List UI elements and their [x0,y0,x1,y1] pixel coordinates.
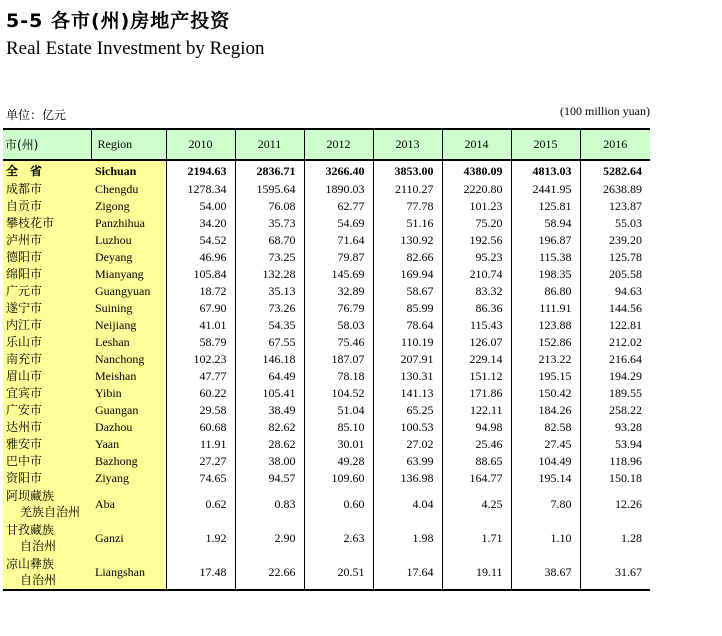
city-name-cn [3,487,91,521]
header-year: 2016 [580,129,650,160]
value-cell: 54.35 [235,317,304,334]
value-cell: 20.51 [304,555,373,590]
region-name-en: Dazhou [91,419,166,436]
value-cell: 54.52 [166,232,235,249]
value-cell: 122.11 [442,402,511,419]
value-cell: 85.10 [304,419,373,436]
value-cell: 4.25 [442,487,511,521]
region-name-en: Zigong [91,198,166,215]
value-cell: 82.66 [373,249,442,266]
page-title-en: Real Estate Investment by Region [6,38,265,59]
value-cell: 86.80 [511,283,580,300]
value-cell: 65.25 [373,402,442,419]
value-cell: 105.84 [166,266,235,283]
value-cell: 125.78 [580,249,650,266]
value-cell: 17.48 [166,555,235,590]
value-cell: 115.43 [442,317,511,334]
value-cell: 1.28 [580,521,650,555]
value-cell: 141.13 [373,385,442,402]
value-cell: 104.49 [511,453,580,470]
table-row [3,266,650,283]
value-cell: 38.00 [235,453,304,470]
value-cell: 125.81 [511,198,580,215]
value-cell: 102.23 [166,351,235,368]
city-name-cn: 广元市 [3,283,91,300]
header-year: 2015 [511,129,580,160]
value-cell: 101.23 [442,198,511,215]
value-cell: 51.16 [373,215,442,232]
city-name-cn: 宜宾市 [3,385,91,402]
region-name-en: Meishan [91,368,166,385]
value-cell: 18.72 [166,283,235,300]
city-name-cn-line2: 自治州 [20,539,57,553]
value-cell: 130.31 [373,368,442,385]
value-cell: 32.89 [304,283,373,300]
city-name-cn: 资阳市 [3,470,91,487]
value-cell: 27.27 [166,453,235,470]
region-name-en: Ganzi [91,521,166,555]
region-name-en: Guangyuan [91,283,166,300]
region-name-en: Yibin [91,385,166,402]
table-row [3,351,650,368]
value-cell: 55.03 [580,215,650,232]
value-cell: 2638.89 [580,181,650,198]
city-name-cn: 遂宁市 [3,300,91,317]
value-cell: 60.22 [166,385,235,402]
value-cell: 63.99 [373,453,442,470]
table-row [3,453,650,470]
header-city: 市(州) [3,129,91,160]
value-cell: 25.46 [442,436,511,453]
table-row [3,419,650,436]
value-cell: 146.18 [235,351,304,368]
value-cell: 76.08 [235,198,304,215]
value-cell: 4.04 [373,487,442,521]
value-cell: 4813.03 [511,160,580,181]
table-row [3,300,650,317]
table-header-row [3,129,650,160]
value-cell: 136.98 [373,470,442,487]
value-cell: 195.15 [511,368,580,385]
value-cell: 94.63 [580,283,650,300]
value-cell: 88.65 [442,453,511,470]
value-cell: 2220.80 [442,181,511,198]
value-cell: 4380.09 [442,160,511,181]
value-cell: 77.78 [373,198,442,215]
value-cell: 64.49 [235,368,304,385]
value-cell: 58.79 [166,334,235,351]
value-cell: 11.91 [166,436,235,453]
city-name-cn: 南充市 [3,351,91,368]
value-cell: 115.38 [511,249,580,266]
value-cell: 151.12 [442,368,511,385]
value-cell: 111.91 [511,300,580,317]
value-cell: 53.94 [580,436,650,453]
value-cell: 194.29 [580,368,650,385]
value-cell: 0.83 [235,487,304,521]
value-cell: 12.26 [580,487,650,521]
region-name-en: Yaan [91,436,166,453]
value-cell: 74.65 [166,470,235,487]
value-cell: 109.60 [304,470,373,487]
value-cell: 58.94 [511,215,580,232]
value-cell: 2.90 [235,521,304,555]
region-name-en: Mianyang [91,266,166,283]
table-row [3,470,650,487]
value-cell: 79.87 [304,249,373,266]
city-name-cn: 自贡市 [3,198,91,215]
region-name-en: Suining [91,300,166,317]
value-cell: 19.11 [442,555,511,590]
value-cell: 58.67 [373,283,442,300]
value-cell: 187.07 [304,351,373,368]
table-row [3,232,650,249]
value-cell: 123.88 [511,317,580,334]
value-cell: 213.22 [511,351,580,368]
value-cell: 76.79 [304,300,373,317]
region-name-en: Sichuan [91,160,166,181]
value-cell: 105.41 [235,385,304,402]
value-cell: 60.68 [166,419,235,436]
value-cell: 1890.03 [304,181,373,198]
city-name-cn: 广安市 [3,402,91,419]
value-cell: 1.98 [373,521,442,555]
value-cell: 210.74 [442,266,511,283]
investment-table [3,128,650,591]
value-cell: 2194.63 [166,160,235,181]
value-cell: 1278.34 [166,181,235,198]
city-name-cn: 乐山市 [3,334,91,351]
table-row [3,334,650,351]
value-cell: 205.58 [580,266,650,283]
value-cell: 123.87 [580,198,650,215]
table-row [3,436,650,453]
value-cell: 7.80 [511,487,580,521]
value-cell: 27.02 [373,436,442,453]
city-name-cn: 内江市 [3,317,91,334]
value-cell: 196.87 [511,232,580,249]
value-cell: 126.07 [442,334,511,351]
value-cell: 145.69 [304,266,373,283]
value-cell: 54.69 [304,215,373,232]
value-cell: 83.32 [442,283,511,300]
value-cell: 27.45 [511,436,580,453]
value-cell: 258.22 [580,402,650,419]
value-cell: 150.18 [580,470,650,487]
value-cell: 3266.40 [304,160,373,181]
value-cell: 207.91 [373,351,442,368]
value-cell: 212.02 [580,334,650,351]
value-cell: 29.58 [166,402,235,419]
value-cell: 0.62 [166,487,235,521]
table-row [3,249,650,266]
region-name-en: Neijiang [91,317,166,334]
header-year: 2013 [373,129,442,160]
value-cell: 93.28 [580,419,650,436]
value-cell: 150.42 [511,385,580,402]
value-cell: 86.36 [442,300,511,317]
value-cell: 75.46 [304,334,373,351]
value-cell: 118.96 [580,453,650,470]
city-name-cn: 成都市 [3,181,91,198]
region-name-en: Nanchong [91,351,166,368]
value-cell: 75.20 [442,215,511,232]
value-cell: 51.04 [304,402,373,419]
value-cell: 5282.64 [580,160,650,181]
value-cell: 2836.71 [235,160,304,181]
page-title-cn: 5-5 各市(州)房地产投资 [6,10,231,32]
header-year: 2014 [442,129,511,160]
value-cell: 122.81 [580,317,650,334]
unit-label-en: (100 million yuan) [560,104,650,118]
region-name-en: Chengdu [91,181,166,198]
value-cell: 169.94 [373,266,442,283]
value-cell: 49.28 [304,453,373,470]
value-cell: 54.00 [166,198,235,215]
city-name-cn: 绵阳市 [3,266,91,283]
value-cell: 1.71 [442,521,511,555]
value-cell: 68.70 [235,232,304,249]
unit-label-cn: 单位：亿元 [6,108,67,122]
value-cell: 94.57 [235,470,304,487]
value-cell: 1595.64 [235,181,304,198]
table-row [3,402,650,419]
value-cell: 198.35 [511,266,580,283]
value-cell: 184.26 [511,402,580,419]
value-cell: 152.86 [511,334,580,351]
value-cell: 46.96 [166,249,235,266]
value-cell: 195.14 [511,470,580,487]
value-cell: 189.55 [580,385,650,402]
table-row [3,181,650,198]
value-cell: 58.03 [304,317,373,334]
table-row [3,198,650,215]
value-cell: 164.77 [442,470,511,487]
region-name-en: Bazhong [91,453,166,470]
header-year: 2011 [235,129,304,160]
header-year: 2010 [166,129,235,160]
city-name-cn: 巴中市 [3,453,91,470]
value-cell: 28.62 [235,436,304,453]
table-row [3,385,650,402]
value-cell: 94.98 [442,419,511,436]
value-cell: 73.25 [235,249,304,266]
table-row [3,368,650,385]
table-row [3,317,650,334]
value-cell: 216.64 [580,351,650,368]
value-cell: 229.14 [442,351,511,368]
city-name-cn [3,521,91,555]
city-name-cn-line1: 凉山彝族 [6,557,55,571]
city-name-cn: 德阳市 [3,249,91,266]
region-name-en: Luzhou [91,232,166,249]
value-cell: 3853.00 [373,160,442,181]
city-name-cn-line2: 自治州 [20,573,57,587]
header-year: 2012 [304,129,373,160]
table-row [3,215,650,232]
region-name-en: Leshan [91,334,166,351]
value-cell: 192.56 [442,232,511,249]
value-cell: 132.28 [235,266,304,283]
region-name-en: Liangshan [91,555,166,590]
city-name-cn-line1: 甘孜藏族 [6,523,55,537]
city-name-cn: 泸州市 [3,232,91,249]
value-cell: 171.86 [442,385,511,402]
city-name-cn-line1: 阿坝藏族 [6,489,55,503]
city-name-cn: 全 省 [3,160,91,181]
region-name-en: Deyang [91,249,166,266]
value-cell: 1.10 [511,521,580,555]
table-row [3,521,650,555]
value-cell: 78.64 [373,317,442,334]
value-cell: 2441.95 [511,181,580,198]
value-cell: 38.49 [235,402,304,419]
region-name-en: Guangan [91,402,166,419]
region-name-en: Panzhihua [91,215,166,232]
value-cell: 144.56 [580,300,650,317]
value-cell: 130.92 [373,232,442,249]
value-cell: 110.19 [373,334,442,351]
header-region: Region [91,129,166,160]
value-cell: 62.77 [304,198,373,215]
region-name-en: Ziyang [91,470,166,487]
value-cell: 239.20 [580,232,650,249]
city-name-cn: 达州市 [3,419,91,436]
value-cell: 82.62 [235,419,304,436]
value-cell: 0.60 [304,487,373,521]
value-cell: 30.01 [304,436,373,453]
value-cell: 82.58 [511,419,580,436]
region-name-en: Aba [91,487,166,521]
value-cell: 1.92 [166,521,235,555]
value-cell: 67.90 [166,300,235,317]
value-cell: 67.55 [235,334,304,351]
value-cell: 35.13 [235,283,304,300]
value-cell: 104.52 [304,385,373,402]
value-cell: 2.63 [304,521,373,555]
table-row [3,283,650,300]
value-cell: 22.66 [235,555,304,590]
table-row [3,555,650,590]
city-name-cn: 眉山市 [3,368,91,385]
value-cell: 95.23 [442,249,511,266]
table-row [3,487,650,521]
value-cell: 35.73 [235,215,304,232]
value-cell: 85.99 [373,300,442,317]
value-cell: 38.67 [511,555,580,590]
value-cell: 71.64 [304,232,373,249]
city-name-cn-line2: 羌族自治州 [20,505,81,519]
value-cell: 31.67 [580,555,650,590]
city-name-cn: 雅安市 [3,436,91,453]
value-cell: 100.53 [373,419,442,436]
value-cell: 41.01 [166,317,235,334]
total-row [3,160,650,181]
value-cell: 2110.27 [373,181,442,198]
value-cell: 47.77 [166,368,235,385]
value-cell: 73.26 [235,300,304,317]
value-cell: 78.18 [304,368,373,385]
value-cell: 17.64 [373,555,442,590]
city-name-cn: 攀枝花市 [3,215,91,232]
city-name-cn [3,555,91,590]
value-cell: 34.20 [166,215,235,232]
table-body [3,160,650,590]
